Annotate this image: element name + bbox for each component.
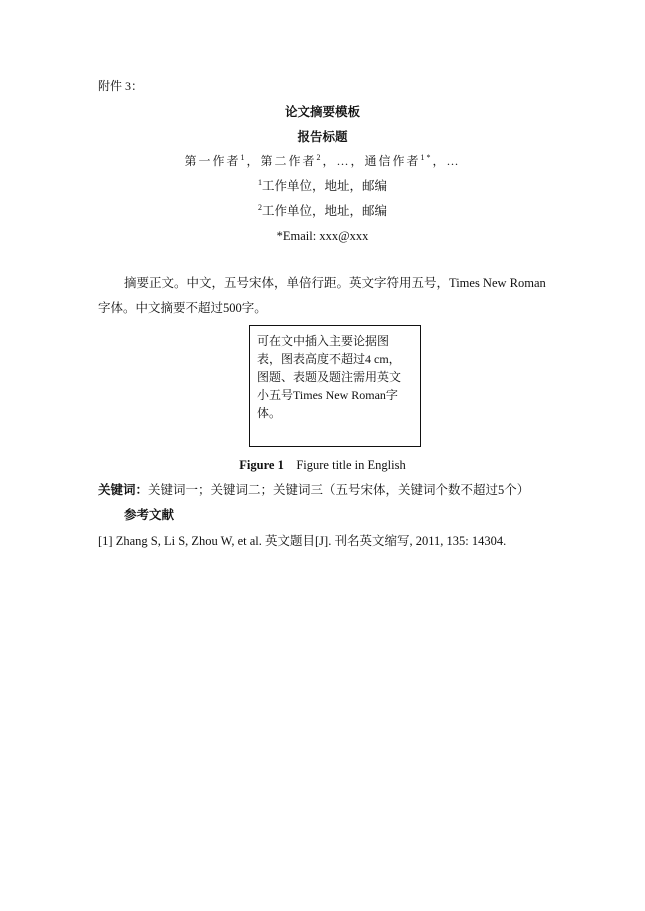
report-title: 报告标题 — [297, 130, 348, 144]
affiliation-2 — [0, 202, 645, 218]
affiliation-2-sup: 2 — [257, 202, 262, 212]
author-end: ，… — [432, 154, 461, 168]
author-second-sup: 2 — [316, 153, 323, 162]
author-corr-sup: 1* — [420, 153, 433, 162]
keywords-line — [98, 484, 529, 497]
reference-item-1: [1] Zhang S, Li S, Zhou W, et al. 英文题目[J]. 刊名英文缩写, 2011, 135: 14304. — [98, 534, 507, 548]
author-line — [0, 155, 645, 167]
affiliation-1-text: 工作单位，地址，邮编 — [261, 179, 387, 193]
references-heading: 参考文献 — [124, 508, 175, 522]
template-title: 论文摘要模板 — [284, 105, 360, 119]
abstract-line-1: 摘要正文。中文，五号宋体，单倍行距。英文字符用五号，Times New Roman — [124, 276, 546, 290]
figure-caption-text: Figure title in English — [296, 458, 406, 472]
affiliation-2-text: 工作单位，地址，邮编 — [261, 204, 387, 218]
attachment-label: 附件 3： — [98, 79, 144, 93]
figure-box-line-1: 可在文中插入主要论据图 — [257, 334, 390, 348]
keywords-label: 关键词： — [98, 483, 149, 497]
figure-box-line-3: 图题、表题及题注需用英文 — [257, 370, 402, 384]
keywords-text: 关键词一；关键词二；关键词三（五号宋体，关键词个数不超过5个） — [148, 483, 530, 497]
abstract-line-2: 字体。中文摘要不超过500字。 — [98, 301, 267, 315]
email-line: *Email: xxx@xxx — [276, 229, 369, 243]
figure-box — [249, 325, 421, 447]
figure-caption — [0, 459, 645, 472]
figure-box-line-2: 表，图表高度不超过4 cm， — [257, 352, 401, 366]
author-second: ，第二作者 — [246, 154, 317, 168]
affiliation-1 — [0, 177, 645, 193]
author-first-sup: 1 — [240, 153, 247, 162]
figure-box-line-5: 体。 — [257, 406, 282, 420]
author-middle: ，…，通信作者 — [322, 154, 421, 168]
author-first: 第一作者 — [184, 154, 241, 168]
affiliation-1-sup: 1 — [257, 177, 262, 187]
figure-box-line-4: 小五号Times New Roman字 — [257, 388, 398, 402]
figure-caption-label: Figure 1 — [239, 458, 284, 472]
